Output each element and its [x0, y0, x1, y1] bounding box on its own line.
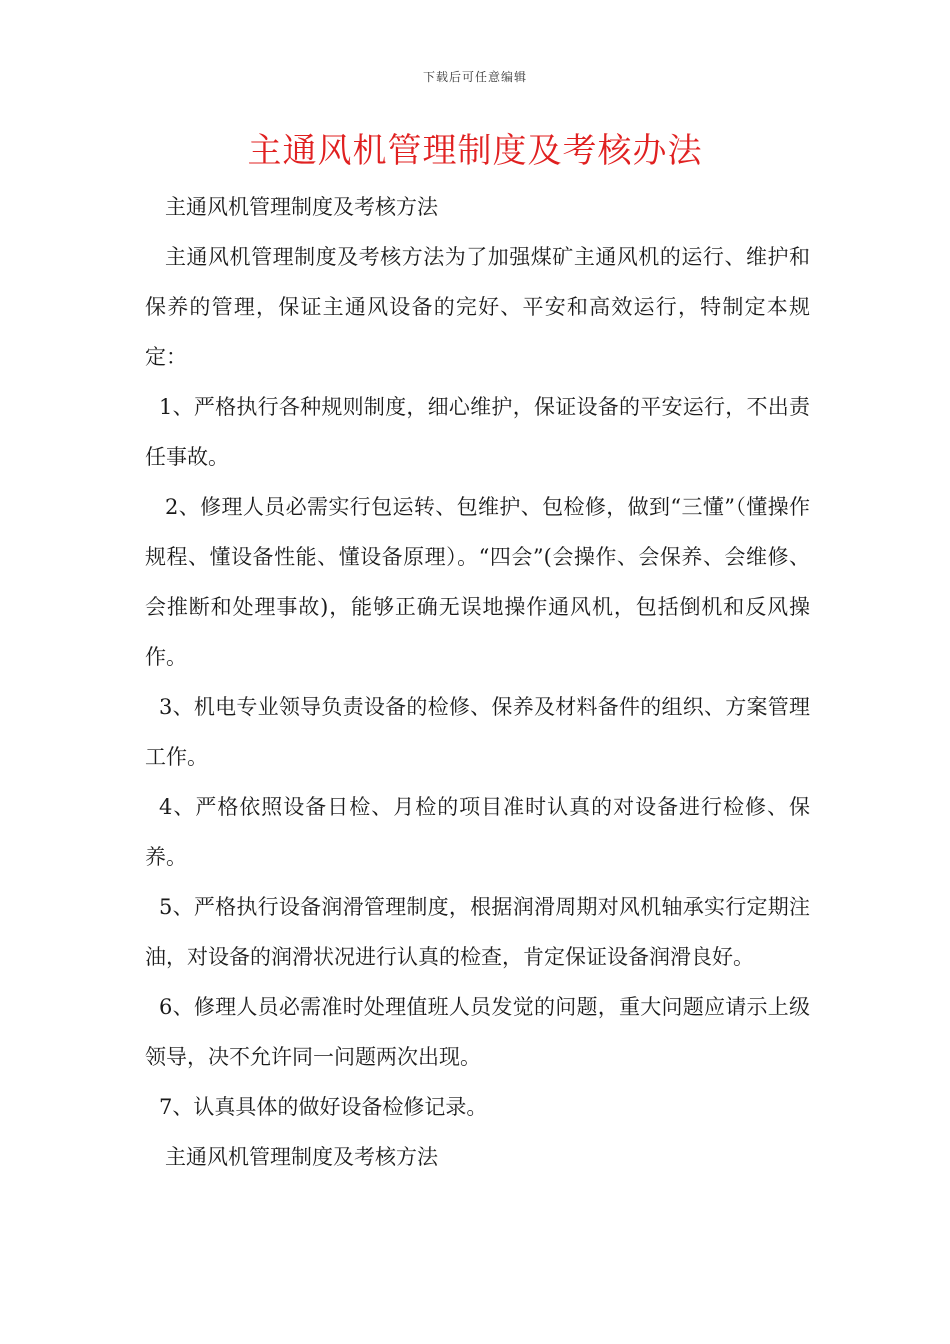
rule-item-3: 3、机电专业领导负责设备的检修、保养及材料备件的组织、方案管理工作。 [145, 695, 810, 769]
footer-heading: 主通风机管理制度及考核方法 [165, 1145, 438, 1169]
document-title: 主通风机管理制度及考核办法 [247, 131, 703, 171]
header-note: 下载后可任意编辑 [422, 70, 527, 84]
subtitle: 主通风机管理制度及考核方法 [165, 195, 438, 219]
rule-item-5: 5、严格执行设备润滑管理制度，根据润滑周期对风机轴承实行定期注油，对设备的润滑状况进行认真的检查，肯定保证设备润滑良好。 [145, 895, 810, 969]
rule-item-2: 2、修理人员必需实行包运转、包维护、包检修，做到“三懂”（懂操作规程、懂设备性能、懂设备原理）。“四会”(会操作、会保养、会维修、会推断和处理事故)，能够正确无误地操作通风机，包括倒机和反风操作。 [145, 495, 810, 669]
intro-paragraph: 主通风机管理制度及考核方法为了加强煤矿主通风机的运行、维护和保养的管理，保证主通风设备的完好、平安和高效运行，特制定本规定： [145, 245, 810, 369]
rule-item-6: 6、修理人员必需准时处理值班人员发觉的问题，重大问题应请示上级领导，决不允许同一问题两次出现。 [145, 995, 810, 1069]
document-body [145, 182, 810, 1182]
rule-item-7: 7、认真具体的做好设备检修记录。 [159, 1095, 488, 1119]
rule-item-4: 4、严格依照设备日检、月检的项目准时认真的对设备进行检修、保养。 [145, 795, 810, 869]
rule-item-1: 1、严格执行各种规则制度，细心维护，保证设备的平安运行，不出责任事故。 [145, 395, 810, 469]
